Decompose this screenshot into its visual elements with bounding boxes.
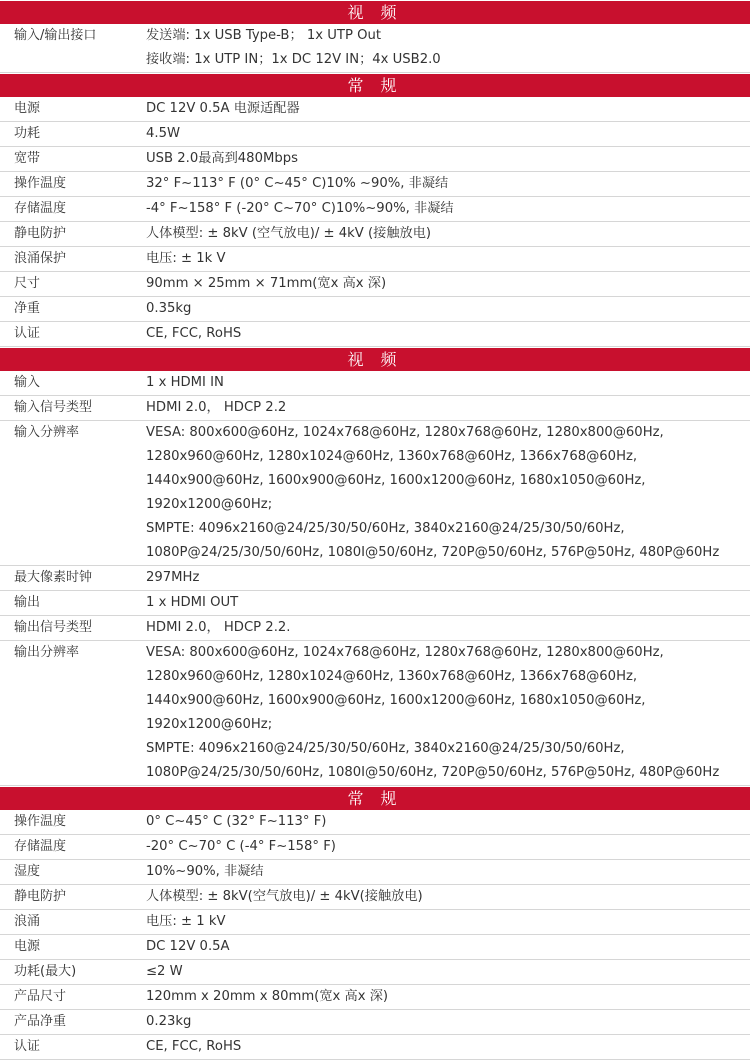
section-header: 视 频 bbox=[0, 0, 750, 24]
spec-label: 认证 bbox=[14, 1039, 41, 1054]
spec-value-line: -20° C~70° C (-4° F~158° F) bbox=[146, 839, 336, 854]
spec-value-line: 接收端: 1x UTP IN；1x DC 12V IN；4x USB2.0 bbox=[146, 52, 441, 67]
spec-row bbox=[0, 322, 750, 347]
spec-values bbox=[146, 1010, 750, 1034]
spec-value-line: 1440x900@60Hz, 1600x900@60Hz, 1600x1200@60Hz, 1680x1050@60Hz, bbox=[146, 473, 646, 488]
spec-value-line: 1440x900@60Hz, 1600x900@60Hz, 1600x1200@60Hz, 1680x1050@60Hz, bbox=[146, 693, 646, 708]
spec-value-line: 1280x960@60Hz, 1280x1024@60Hz, 1360x768@60Hz, 1366x768@60Hz, bbox=[146, 669, 638, 684]
spec-row bbox=[0, 222, 750, 247]
spec-label: 最大像素时钟 bbox=[14, 570, 93, 585]
spec-row bbox=[0, 197, 750, 222]
spec-values bbox=[146, 960, 750, 984]
spec-label: 产品净重 bbox=[14, 1014, 67, 1029]
spec-value-line: HDMI 2.0， HDCP 2.2 bbox=[146, 400, 287, 415]
spec-label: 产品尺寸 bbox=[14, 989, 67, 1004]
spec-row bbox=[0, 860, 750, 885]
spec-row bbox=[0, 24, 750, 73]
spec-value-line: VESA: 800x600@60Hz, 1024x768@60Hz, 1280x768@60Hz, 1280x800@60Hz, bbox=[146, 425, 664, 440]
spec-value-line: 电压: ± 1k V bbox=[146, 251, 226, 266]
spec-value-line: CE, FCC, RoHS bbox=[146, 1039, 242, 1054]
spec-label: 输入/输出接口 bbox=[14, 28, 97, 43]
spec-value-line: 10%~90%, 非凝结 bbox=[146, 864, 264, 879]
spec-values bbox=[146, 247, 750, 271]
spec-value-line: 人体模型: ± 8kV(空气放电)/ ± 4kV(接触放电) bbox=[146, 889, 423, 904]
spec-row bbox=[0, 172, 750, 197]
spec-label: 输入 bbox=[14, 375, 41, 390]
spec-row bbox=[0, 616, 750, 641]
spec-row bbox=[0, 985, 750, 1010]
spec-label: 输出信号类型 bbox=[14, 620, 93, 635]
spec-value-line: ≤2 W bbox=[146, 964, 183, 979]
spec-row bbox=[0, 297, 750, 322]
spec-label: 输出分辨率 bbox=[14, 645, 80, 660]
spec-label: 输出 bbox=[14, 595, 41, 610]
spec-value-line: 90mm × 25mm × 71mm(宽x 高x 深) bbox=[146, 276, 387, 291]
spec-values bbox=[146, 297, 750, 321]
spec-value-line: -4° F~158° F (-20° C~70° C)10%~90%, 非凝结 bbox=[146, 201, 454, 216]
spec-row bbox=[0, 371, 750, 396]
spec-row bbox=[0, 960, 750, 985]
spec-values bbox=[146, 835, 750, 859]
spec-value-line: 人体模型: ± 8kV (空气放电)/ ± 4kV (接触放电) bbox=[146, 226, 432, 241]
spec-values bbox=[146, 122, 750, 146]
spec-row bbox=[0, 247, 750, 272]
spec-values bbox=[146, 272, 750, 296]
spec-row bbox=[0, 810, 750, 835]
spec-values bbox=[146, 616, 750, 640]
spec-value-line: 1 x HDMI IN bbox=[146, 375, 224, 390]
spec-values bbox=[146, 222, 750, 246]
spec-value-line: SMPTE: 4096x2160@24/25/30/50/60Hz, 3840x2160@24/25/30/50/60Hz, bbox=[146, 741, 625, 756]
spec-row bbox=[0, 147, 750, 172]
spec-value-line: 0.35kg bbox=[146, 301, 192, 316]
spec-label: 浪涌 bbox=[14, 914, 41, 929]
spec-label: 操作温度 bbox=[14, 176, 67, 191]
section-header: 常 规 bbox=[0, 786, 750, 810]
spec-label: 静电防护 bbox=[14, 889, 67, 904]
spec-label: 操作温度 bbox=[14, 814, 67, 829]
spec-values bbox=[146, 172, 750, 196]
spec-row bbox=[0, 396, 750, 421]
section-header: 视 频 bbox=[0, 347, 750, 371]
spec-values bbox=[146, 985, 750, 1009]
spec-row bbox=[0, 885, 750, 910]
spec-values bbox=[146, 97, 750, 121]
spec-values bbox=[146, 935, 750, 959]
spec-value-line: HDMI 2.0， HDCP 2.2. bbox=[146, 620, 291, 635]
spec-row bbox=[0, 935, 750, 960]
spec-values bbox=[146, 860, 750, 884]
spec-label: 输入信号类型 bbox=[14, 400, 93, 415]
spec-value-line: 1080P@24/25/30/50/60Hz, 1080I@50/60Hz, 720P@50/60Hz, 576P@50Hz, 480P@60Hz bbox=[146, 545, 720, 560]
spec-label: 静电防护 bbox=[14, 226, 67, 241]
spec-row bbox=[0, 122, 750, 147]
spec-row bbox=[0, 591, 750, 616]
spec-row bbox=[0, 97, 750, 122]
spec-values bbox=[146, 885, 750, 909]
spec-row bbox=[0, 566, 750, 591]
spec-value-line: 1280x960@60Hz, 1280x1024@60Hz, 1360x768@60Hz, 1366x768@60Hz, bbox=[146, 449, 638, 464]
spec-values bbox=[146, 641, 750, 785]
spec-values bbox=[146, 910, 750, 934]
spec-value-line: 32° F~113° F (0° C~45° C)10% ~90%, 非凝结 bbox=[146, 176, 449, 191]
spec-label: 净重 bbox=[14, 301, 41, 316]
spec-values bbox=[146, 1035, 750, 1059]
spec-value-line: 电压: ± 1 kV bbox=[146, 914, 226, 929]
spec-values bbox=[146, 591, 750, 615]
spec-values bbox=[146, 371, 750, 395]
spec-row bbox=[0, 835, 750, 860]
spec-value-line: 1 x HDMI OUT bbox=[146, 595, 239, 610]
spec-values bbox=[146, 566, 750, 590]
spec-value-line: 0.23kg bbox=[146, 1014, 192, 1029]
spec-label: 宽带 bbox=[14, 151, 41, 166]
spec-row bbox=[0, 1010, 750, 1035]
spec-label: 功耗 bbox=[14, 126, 41, 141]
spec-value-line: DC 12V 0.5A 电源适配器 bbox=[146, 101, 300, 116]
spec-label: 认证 bbox=[14, 326, 41, 341]
spec-value-line: CE, FCC, RoHS bbox=[146, 326, 242, 341]
spec-values bbox=[146, 24, 750, 72]
spec-value-line: VESA: 800x600@60Hz, 1024x768@60Hz, 1280x768@60Hz, 1280x800@60Hz, bbox=[146, 645, 664, 660]
spec-value-line: USB 2.0最高到480Mbps bbox=[146, 151, 298, 166]
spec-row bbox=[0, 421, 750, 566]
spec-values bbox=[146, 147, 750, 171]
spec-label: 存储温度 bbox=[14, 839, 67, 854]
spec-value-line: 0° C~45° C (32° F~113° F) bbox=[146, 814, 327, 829]
spec-row bbox=[0, 910, 750, 935]
spec-values bbox=[146, 396, 750, 420]
spec-value-line: DC 12V 0.5A bbox=[146, 939, 230, 954]
spec-label: 湿度 bbox=[14, 864, 41, 879]
spec-label: 存储温度 bbox=[14, 201, 67, 216]
spec-values bbox=[146, 197, 750, 221]
spec-label: 尺寸 bbox=[14, 276, 41, 291]
spec-value-line: 1920x1200@60Hz; bbox=[146, 497, 273, 512]
spec-value-line: 1920x1200@60Hz; bbox=[146, 717, 273, 732]
spec-value-line: SMPTE: 4096x2160@24/25/30/50/60Hz, 3840x2160@24/25/30/50/60Hz, bbox=[146, 521, 625, 536]
spec-row bbox=[0, 272, 750, 297]
spec-value-line: 1080P@24/25/30/50/60Hz, 1080I@50/60Hz, 720P@50/60Hz, 576P@50Hz, 480P@60Hz bbox=[146, 765, 720, 780]
spec-label: 电源 bbox=[14, 101, 41, 116]
spec-label: 功耗(最大) bbox=[14, 964, 77, 979]
spec-value-line: 4.5W bbox=[146, 126, 181, 141]
spec-row bbox=[0, 1035, 750, 1060]
spec-values bbox=[146, 421, 750, 565]
spec-value-line: 120mm x 20mm x 80mm(宽x 高x 深) bbox=[146, 989, 389, 1004]
spec-value-line: 发送端: 1x USB Type-B； 1x UTP Out bbox=[146, 28, 381, 43]
spec-label: 输入分辨率 bbox=[14, 425, 80, 440]
spec-row bbox=[0, 641, 750, 786]
spec-value-line: 297MHz bbox=[146, 570, 200, 585]
section-header: 常 规 bbox=[0, 73, 750, 97]
spec-values bbox=[146, 322, 750, 346]
spec-label: 电源 bbox=[14, 939, 41, 954]
spec-values bbox=[146, 810, 750, 834]
spec-label: 浪涌保护 bbox=[14, 251, 67, 266]
